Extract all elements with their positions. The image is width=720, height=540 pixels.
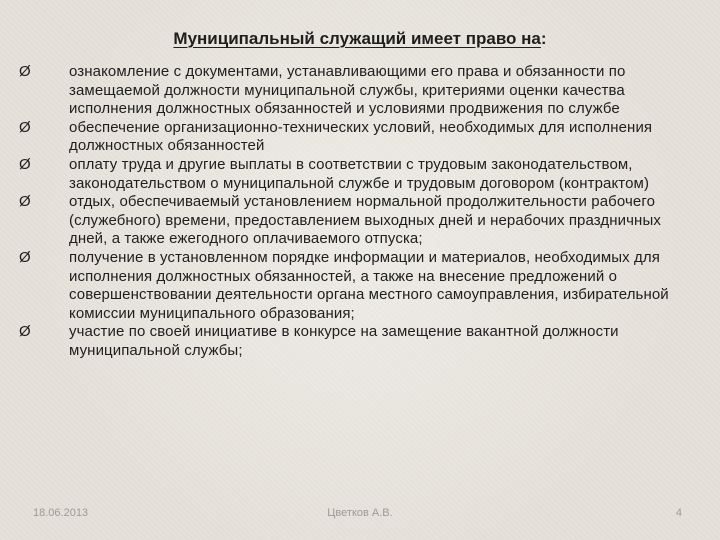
list-item-text: обеспечение организационно-технических условий, необходимых для исполнения должностных обязанностей — [69, 118, 653, 155]
list-item-text: ознакомление с документами, устанавливающими его права и обязанности по замещаемой должности муниципальной службы, критериями оценки качества исполнения должностных обязанностей и условиями продвижения по службе — [69, 63, 626, 118]
footer-date: 18.06.2013 — [33, 507, 89, 519]
list-item-text: оплату труда и другие выплаты в соответствии с трудовым законодательством, законодательством о муниципальной службе и трудовым договором (контрактом) — [69, 155, 650, 192]
page-number: 4 — [675, 507, 682, 519]
list-item — [19, 156, 699, 193]
list-item — [19, 249, 699, 323]
list-item-text: получение в установленном порядке информации и материалов, необходимых для исполнения должностных обязанностей, а также на внесение предложений о совершенствовании деятельности органа местного самоуправления, избирательной комиссии муниципального образования; — [69, 248, 669, 322]
arrow-bullet-icon: Ø — [19, 63, 31, 80]
slide-title — [0, 28, 720, 50]
arrow-bullet-icon: Ø — [19, 118, 31, 136]
list-item — [19, 193, 699, 249]
slide-title-colon: : — [540, 29, 547, 48]
rights-list — [19, 63, 699, 361]
arrow-bullet-icon: Ø — [19, 193, 31, 211]
list-item-text: участие по своей инициативе в конкурсе на замещение вакантной должности муниципальной службы; — [69, 323, 619, 359]
footer-author: Цветков А.В. — [327, 507, 393, 519]
arrow-bullet-icon: Ø — [19, 248, 31, 266]
slide-title-text: Муниципальный служащий имеет право на — [173, 29, 541, 48]
arrow-bullet-icon: Ø — [19, 323, 31, 341]
list-item — [19, 119, 699, 156]
arrow-bullet-icon: Ø — [19, 155, 31, 173]
list-item — [19, 323, 699, 360]
list-item — [19, 63, 699, 119]
list-item-text: отдых, обеспечиваемый установлением нормальной продолжительности рабочего (служебного) времени, предоставлением выходных дней и нерабочих праздничных дней, а также ежегодного оплачиваемого отпуска; — [69, 193, 661, 248]
